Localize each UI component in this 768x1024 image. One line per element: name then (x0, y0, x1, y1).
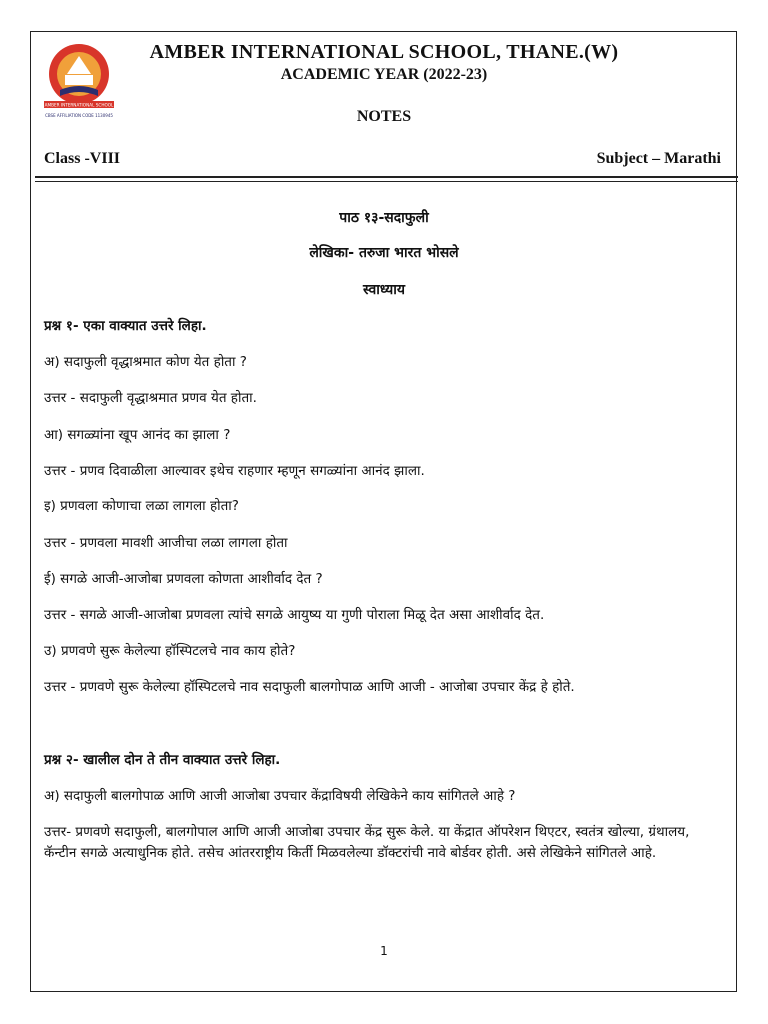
lesson-author: लेखिका- तरुजा भारत भोसले (309, 245, 459, 261)
question-text: इ) प्रणवला कोणाचा लळा लागला होता? (44, 498, 239, 514)
section-heading: स्वाध्याय (363, 282, 405, 298)
question-text: ई) सगळे आजी-आजोबा प्रणवला कोणता आशीर्वाद देत ? (44, 571, 323, 587)
question-text: आ) सगळ्यांना खूप आनंद का झाला ? (44, 427, 231, 443)
logo-caption: CBSE AFFILIATION CODE 1130945 (45, 113, 113, 118)
subject-label: Subject – Marathi (596, 150, 721, 167)
question-text: अ) सदाफुली वृद्धाश्रमात कोण येत होता ? (44, 354, 247, 370)
page-number: 1 (380, 944, 388, 958)
answer-text: उत्तर - सदाफुली वृद्धाश्रमात प्रणव येत होता. (44, 390, 257, 406)
question-text: अ) सदाफुली बालगोपाळ आणि आजी आजोबा उपचार केंद्राविषयी लेखिकेने काय सांगितले आहे ? (44, 788, 516, 804)
answer-text: उत्तर - प्रणवणे सुरू केलेल्या हॉस्पिटलचे नाव सदाफुली बालगोपाळ आणि आजी - आजोबा उपचार केंद्र हे होते. (44, 679, 575, 695)
class-label: Class -VIII (44, 150, 121, 167)
header-rule-thin (35, 181, 738, 182)
answer-text: उत्तर - प्रणवला मावशी आजीचा लळा लागला होता (44, 535, 288, 551)
header-rule (35, 176, 738, 178)
school-name: AMBER INTERNATIONAL SCHOOL, THANE.(W) (149, 41, 619, 63)
answer-text: उत्तर - प्रणव दिवाळीला आल्यावर इथेच राहणार म्हणून सगळ्यांना आनंद झाला. (44, 463, 425, 479)
answer-text: उत्तर - सगळे आजी-आजोबा प्रणवला त्यांचे सगळे आयुष्य या गुणी पोराला मिळू देत असा आशीर्वाद देत. (44, 607, 545, 623)
question-1-heading: प्रश्न १- एका वाक्यात उत्तरे लिहा. (44, 318, 207, 334)
document-type: NOTES (356, 108, 412, 125)
academic-year: ACADEMIC YEAR (2022-23) (280, 66, 488, 83)
question-text: उ) प्रणवणे सुरू केलेल्या हॉस्पिटलचे नाव काय होते? (44, 643, 296, 659)
answer-paragraph: उत्तर- प्रणवणे सदाफुली, बालगोपाल आणि आजी आजोबा उपचार केंद्र सुरू केले. या केंद्रात ऑपरेशन थिएटर, स्वतंत्र खोल्या, ग्रंथालय, कॅन्टीन सगळे अत्याधुनिक होते. तसेच आंतरराष्ट्रीय किर्ती मिळवलेल्या डॉक्टरांची नावे बोर्डवर होती. असे लेखिकेने सांगितले आहे. (44, 824, 690, 861)
question-2-heading: प्रश्न २- खालील दोन ते तीन वाक्यात उत्तरे लिहा. (44, 752, 281, 768)
lesson-title: पाठ १३-सदाफुली (339, 210, 429, 226)
logo-text: AMBER INTERNATIONAL SCHOOL (44, 102, 114, 108)
